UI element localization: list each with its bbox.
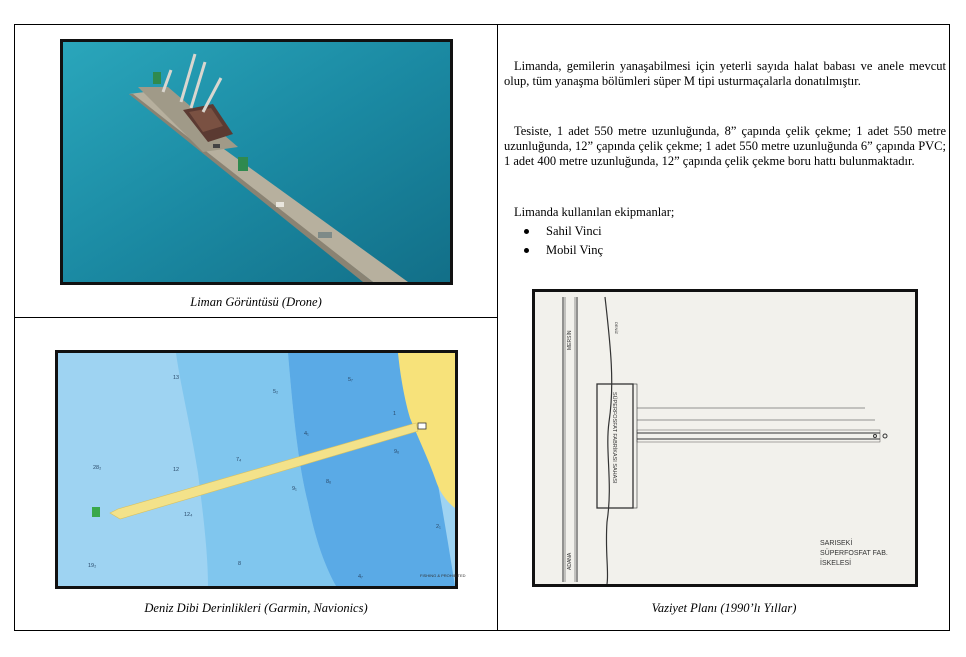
shore-marker [418, 423, 426, 429]
plan-title-line-1: SARISEKİ [820, 540, 853, 547]
sounding: 13 [173, 375, 180, 381]
sounding: 5₂ [273, 389, 279, 395]
crane-green-shape [238, 157, 248, 171]
depth-chart-caption: Deniz Dibi Derinlikleri (Garmin, Navionics) [144, 601, 368, 615]
bullet-icon [524, 229, 529, 234]
site-plan-drawing [532, 289, 918, 587]
sea-label: DENİZ [614, 322, 619, 334]
depth-chart-map [55, 350, 466, 589]
sounding: 9₁ [292, 486, 297, 492]
road-label-top: MERSİN [567, 330, 573, 350]
text-block [504, 59, 946, 89]
sounding: 8₆ [326, 479, 332, 485]
text-block [504, 205, 946, 220]
sounding: 4₁ [304, 431, 309, 437]
sounding: 7₄ [236, 457, 242, 463]
drone-photo [60, 39, 453, 285]
table-column-divider [497, 24, 498, 631]
drone-photo-illustration [63, 42, 450, 282]
sounding: 28₂ [93, 465, 102, 471]
plan-title-line-3: İSKELESİ [820, 560, 852, 567]
sounding: 9₆ [394, 449, 400, 455]
depth-chart-illustration [58, 353, 466, 586]
list-item: Sahil Vinci [524, 222, 603, 241]
sounding: 1 [393, 411, 397, 417]
table-row-divider [14, 317, 498, 318]
road-label-bottom: ADANA [567, 552, 573, 570]
sounding: 12 [173, 467, 180, 473]
sounding: 8 [238, 561, 242, 567]
equipment-list [524, 222, 603, 260]
sounding: 5₇ [348, 377, 353, 383]
building-label: SÜPERFOSFAT FABRİKASI SAHASI [611, 392, 617, 484]
paragraph-pipelines: Tesiste, 1 adet 550 metre uzunluğunda, 8” çapında çelik çekme; 1 adet 550 metre uzunluğunda, 12” çapında çelik çekme; 1 adet 550 metre uzunluğunda 6” çapında PVC; 1 adet 400 metre uzunluğunda, 12” çapında çelik çekme boru hattı bulunmaktadır. [504, 124, 946, 168]
sounding: 19₂ [88, 563, 97, 569]
paragraph-equipment-intro: Limanda kullanılan ekipmanlar; [514, 205, 675, 219]
paragraph-mooring: Limanda, gemilerin yanaşabilmesi için yeterli sayıda halat babası ve anele mevcut olup, tüm yanaşma bölümleri süper M tipi usturmaçalarla donatılmıştır. [504, 59, 946, 88]
chart-logo-text: FISHING & PROHIBITED [420, 573, 466, 578]
plan-title-line-2: SÜPERFOSFAT FAB. [820, 550, 888, 557]
list-item: Mobil Vinç [524, 241, 603, 260]
pier-head-marker [92, 507, 100, 517]
sounding: 12₄ [184, 512, 193, 518]
site-plan-illustration [535, 292, 915, 584]
sounding: 4₇ [358, 574, 363, 580]
text-block [504, 124, 946, 169]
site-plan-caption: Vaziyet Planı (1990’lı Yıllar) [651, 601, 797, 615]
sounding: 2₁ [436, 524, 441, 530]
bullet-icon [524, 248, 529, 253]
drone-photo-caption: Liman Görüntüsü (Drone) [190, 295, 322, 309]
